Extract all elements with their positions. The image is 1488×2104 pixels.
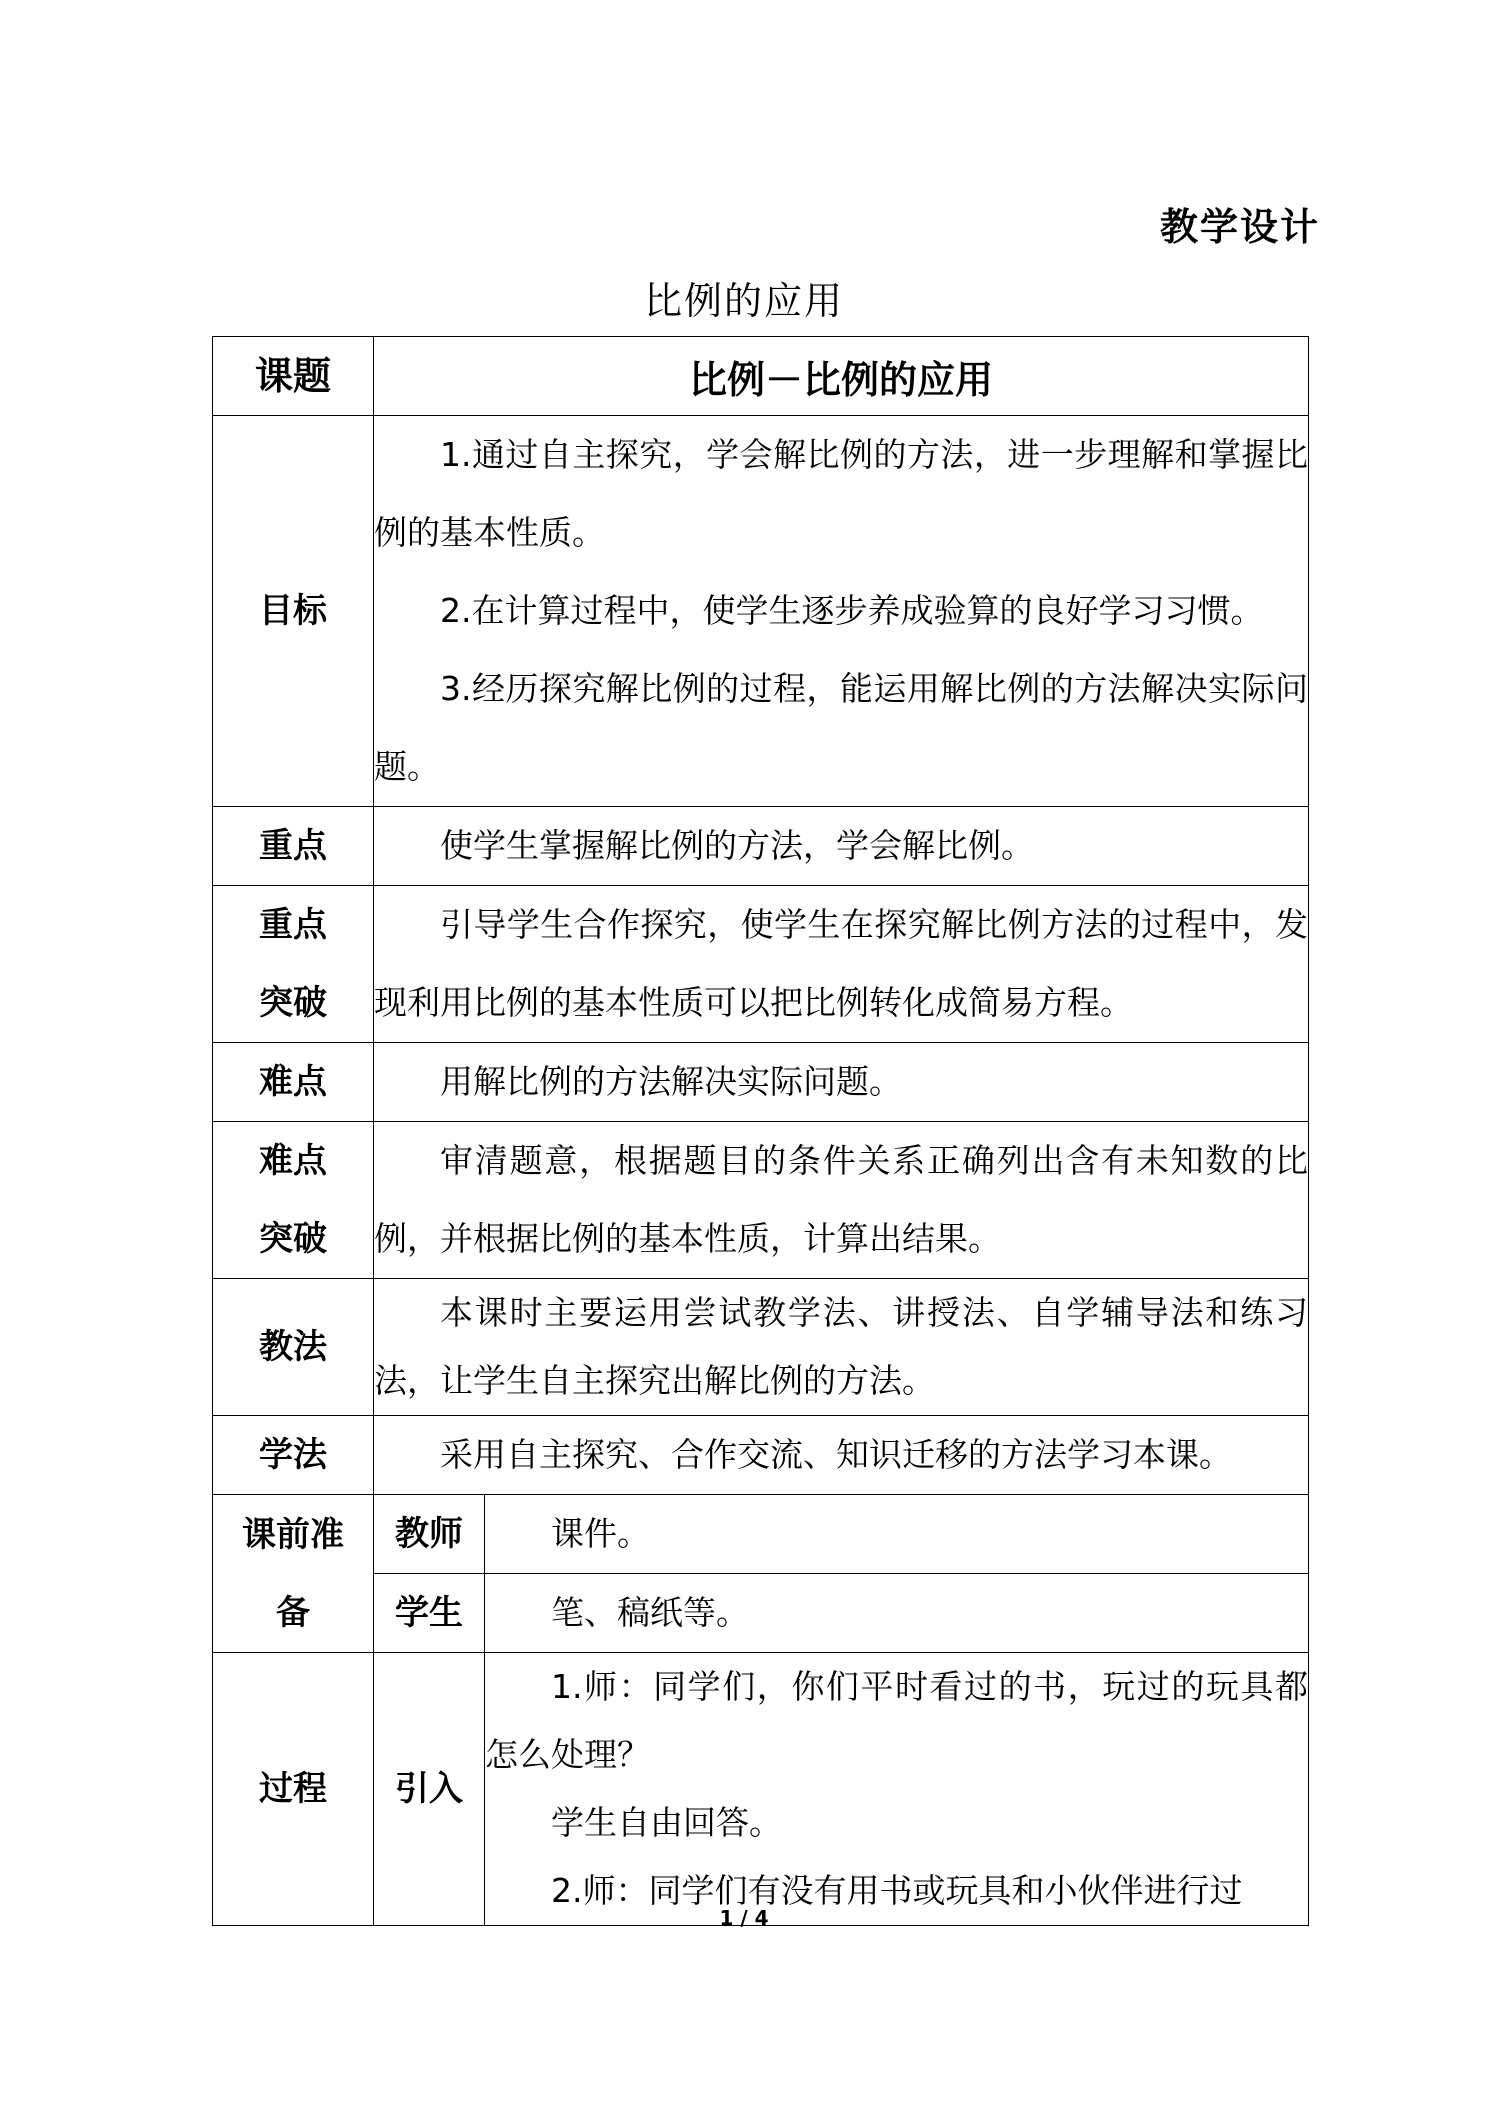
process-line: 2.师：同学们有没有用书或玩具和小伙伴进行过 [551,1871,1243,1910]
table-row-teaching-method [213,1279,1309,1416]
key-point-label: 重点 [213,807,374,886]
difficulty-breakthrough-text: 审清题意，根据题目的条件关系正确列出含有未知数的比例，并根据比例的基本性质，计算出结果。 [374,1141,1308,1258]
learning-method-text: 采用自主探究、合作交流、知识迁移的方法学习本课。 [440,1435,1232,1474]
objective-item: 2.在计算过程中，使学生逐步养成验算的良好学习习惯。 [440,591,1264,630]
process-stage-label: 引入 [374,1653,485,1926]
difficulty-content [374,1043,1309,1122]
key-breakthrough-text: 引导学生合作探究，使学生在探究解比例方法的过程中，发现利用比例的基本性质可以把比例转化成简易方程。 [374,905,1308,1022]
preparation-label-line2: 备 [276,1592,310,1633]
key-breakthrough-label-line2: 突破 [259,983,327,1023]
preparation-teacher-content [485,1495,1309,1574]
lesson-design-table [212,336,1309,1926]
teaching-method-label: 教法 [213,1279,374,1416]
topic-value: 比例－比例的应用 [374,337,1309,416]
topic-label: 课题 [213,337,374,416]
table-row-difficulty [213,1043,1309,1122]
preparation-teacher-label: 教师 [374,1495,485,1574]
table-row-learning-method [213,1416,1309,1495]
preparation-label [213,1495,374,1653]
table-row-difficulty-breakthrough [213,1122,1309,1279]
teaching-method-content [374,1279,1309,1416]
table-row-preparation-student [213,1574,1309,1653]
page-number: 1 / 4 [719,1906,769,1930]
table-row-process [213,1653,1309,1926]
document-type-label: 教学设计 [1159,205,1320,249]
key-point-content [374,807,1309,886]
objective-item: 1.通过自主探究，学会解比例的方法，进一步理解和掌握比例的基本性质。 [374,435,1308,552]
learning-method-content [374,1416,1309,1495]
document-title: 比例的应用 [643,279,844,323]
difficulty-breakthrough-content [374,1122,1309,1279]
table-row-topic [213,337,1309,416]
preparation-student-content [485,1574,1309,1653]
teaching-method-text: 本课时主要运用尝试教学法、讲授法、自学辅导法和练习法，让学生自主探究出解比例的方法。 [374,1293,1308,1400]
process-line: 学生自由回答。 [551,1803,782,1842]
learning-method-label: 学法 [213,1416,374,1495]
difficulty-label: 难点 [213,1043,374,1122]
table-row-objectives [213,416,1309,807]
preparation-teacher-text: 课件。 [551,1514,650,1553]
key-breakthrough-label [213,886,374,1043]
objectives-content [374,416,1309,807]
difficulty-breakthrough-label-line1: 难点 [259,1141,327,1181]
difficulty-breakthrough-label-line2: 突破 [259,1219,327,1259]
objective-item: 3.经历探究解比例的过程，能运用解比例的方法解决实际问题。 [374,669,1308,786]
key-breakthrough-label-line1: 重点 [259,905,327,945]
key-breakthrough-content [374,886,1309,1043]
key-point-text: 使学生掌握解比例的方法，学会解比例。 [440,826,1034,865]
preparation-label-line1: 课前准 [242,1514,344,1555]
table-row-key-point [213,807,1309,886]
process-line: 1.师：同学们，你们平时看过的书，玩过的玩具都怎么处理？ [485,1667,1308,1774]
process-label: 过程 [213,1653,374,1926]
table-row-key-breakthrough [213,886,1309,1043]
difficulty-text: 用解比例的方法解决实际问题。 [440,1062,902,1101]
objectives-label: 目标 [213,416,374,807]
table-row-preparation-teacher [213,1495,1309,1574]
preparation-student-label: 学生 [374,1574,485,1653]
difficulty-breakthrough-label [213,1122,374,1279]
preparation-student-text: 笔、稿纸等。 [551,1593,749,1632]
process-content [485,1653,1309,1926]
